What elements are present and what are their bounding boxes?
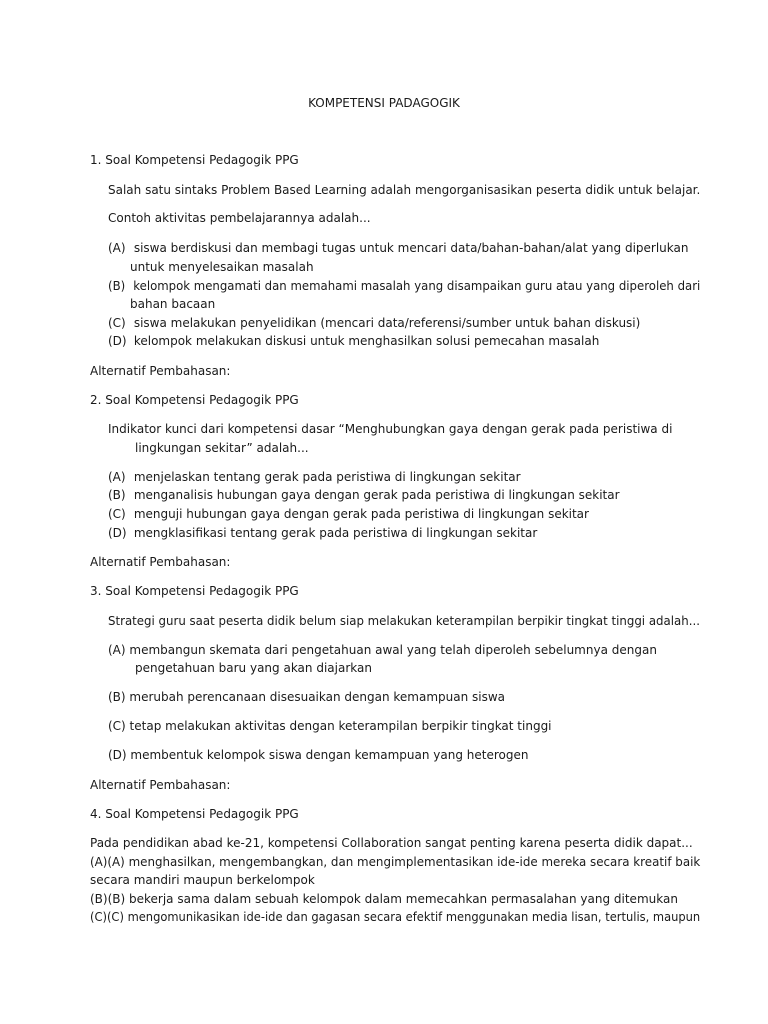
q1-alternatif-pembahasan: Alternatif Pembahasan:: [90, 364, 231, 378]
q2-option-b: [108, 486, 620, 504]
option-text: menguji hubungan gaya dengan gerak pada peristiwa di lingkungan sekitar: [133, 507, 589, 521]
q1-option-b-cont: bahan bacaan: [130, 297, 216, 311]
q3-alternatif-pembahasan: Alternatif Pembahasan:: [90, 778, 231, 792]
q2-option-a: [108, 468, 521, 486]
option-text: siswa berdiskusi dan membagi tugas untuk mencari data/bahan-bahan/alat yang diperlukan: [133, 241, 689, 255]
option-text: kelompok melakukan diskusi untuk menghasilkan solusi pemecahan masalah: [133, 334, 600, 348]
option-label: (D): [108, 526, 127, 540]
q4-option-c: (C)(C) mengomunikasikan ide-ide dan gagasan secara efektif menggunakan media lisan, tertulis, maupun: [90, 910, 701, 924]
option-label: (C): [108, 507, 126, 521]
option-text: kelompok mengamati dan memahami masalah yang disampaikan guru atau yang diperoleh dari: [133, 279, 701, 293]
q1-option-b: [108, 277, 700, 295]
document-title: KOMPETENSI PADAGOGIK: [308, 96, 460, 110]
q1-stem-1: Salah satu sintaks Problem Based Learning adalah mengorganisasikan peserta didik untuk belajar.: [108, 183, 701, 197]
q1-option-d: [108, 332, 599, 350]
q2-option-d: [108, 524, 537, 542]
q4-stem: Pada pendidikan abad ke-21, kompetensi Collaboration sangat penting karena peserta didik dapat...: [90, 836, 693, 850]
q1-option-c: [108, 314, 640, 332]
option-text: siswa melakukan penyelidikan (mencari data/referensi/sumber untuk bahan diskusi): [133, 316, 641, 330]
option-label: (C): [108, 316, 126, 330]
q1-stem-2: Contoh aktivitas pembelajarannya adalah...: [108, 211, 371, 225]
q2-heading: 2. Soal Kompetensi Pedagogik PPG: [90, 393, 299, 407]
q3-option-d: (D) membentuk kelompok siswa dengan kemampuan yang heterogen: [108, 748, 529, 762]
q1-heading: 1. Soal Kompetensi Pedagogik PPG: [90, 153, 299, 167]
q4-option-b: (B)(B) bekerja sama dalam sebuah kelompok dalam memecahkan permasalahan yang ditemukan: [90, 892, 678, 906]
q4-option-a: (A)(A) menghasilkan, mengembangkan, dan mengimplementasikan ide-ide mereka secara kreatif baik: [90, 855, 701, 869]
q1-option-a: [108, 239, 688, 257]
option-label: (B): [108, 488, 126, 502]
q3-option-b: (B) merubah perencanaan disesuaikan dengan kemampuan siswa: [108, 690, 506, 704]
q3-stem: Strategi guru saat peserta didik belum siap melakukan keterampilan berpikir tingkat tinggi adalah...: [108, 614, 700, 628]
q3-option-a-cont: pengetahuan baru yang akan diajarkan: [135, 661, 372, 675]
q3-heading: 3. Soal Kompetensi Pedagogik PPG: [90, 584, 299, 598]
q2-stem-2: lingkungan sekitar” adalah...: [135, 441, 309, 455]
option-label: (D): [108, 334, 127, 348]
q1-option-a-cont: untuk menyelesaikan masalah: [130, 260, 314, 274]
q3-option-a: (A) membangun skemata dari pengetahuan awal yang telah diperoleh sebelumnya dengan: [108, 643, 657, 657]
option-text: menganalisis hubungan gaya dengan gerak pada peristiwa di lingkungan sekitar: [133, 488, 620, 502]
q3-option-c: (C) tetap melakukan aktivitas dengan keterampilan berpikir tingkat tinggi: [108, 719, 552, 733]
option-label: (B): [108, 279, 126, 293]
option-text: menjelaskan tentang gerak pada peristiwa di lingkungan sekitar: [133, 470, 521, 484]
q4-option-a-cont: secara mandiri maupun berkelompok: [90, 873, 315, 887]
q2-option-c: [108, 505, 589, 523]
q2-stem-1: Indikator kunci dari kompetensi dasar “Menghubungkan gaya dengan gerak pada peristiwa di: [108, 422, 673, 436]
option-label: (A): [108, 241, 126, 255]
option-label: (A): [108, 470, 126, 484]
q4-heading: 4. Soal Kompetensi Pedagogik PPG: [90, 807, 299, 821]
q2-alternatif-pembahasan: Alternatif Pembahasan:: [90, 555, 231, 569]
option-text: mengklasifikasi tentang gerak pada peristiwa di lingkungan sekitar: [133, 526, 538, 540]
